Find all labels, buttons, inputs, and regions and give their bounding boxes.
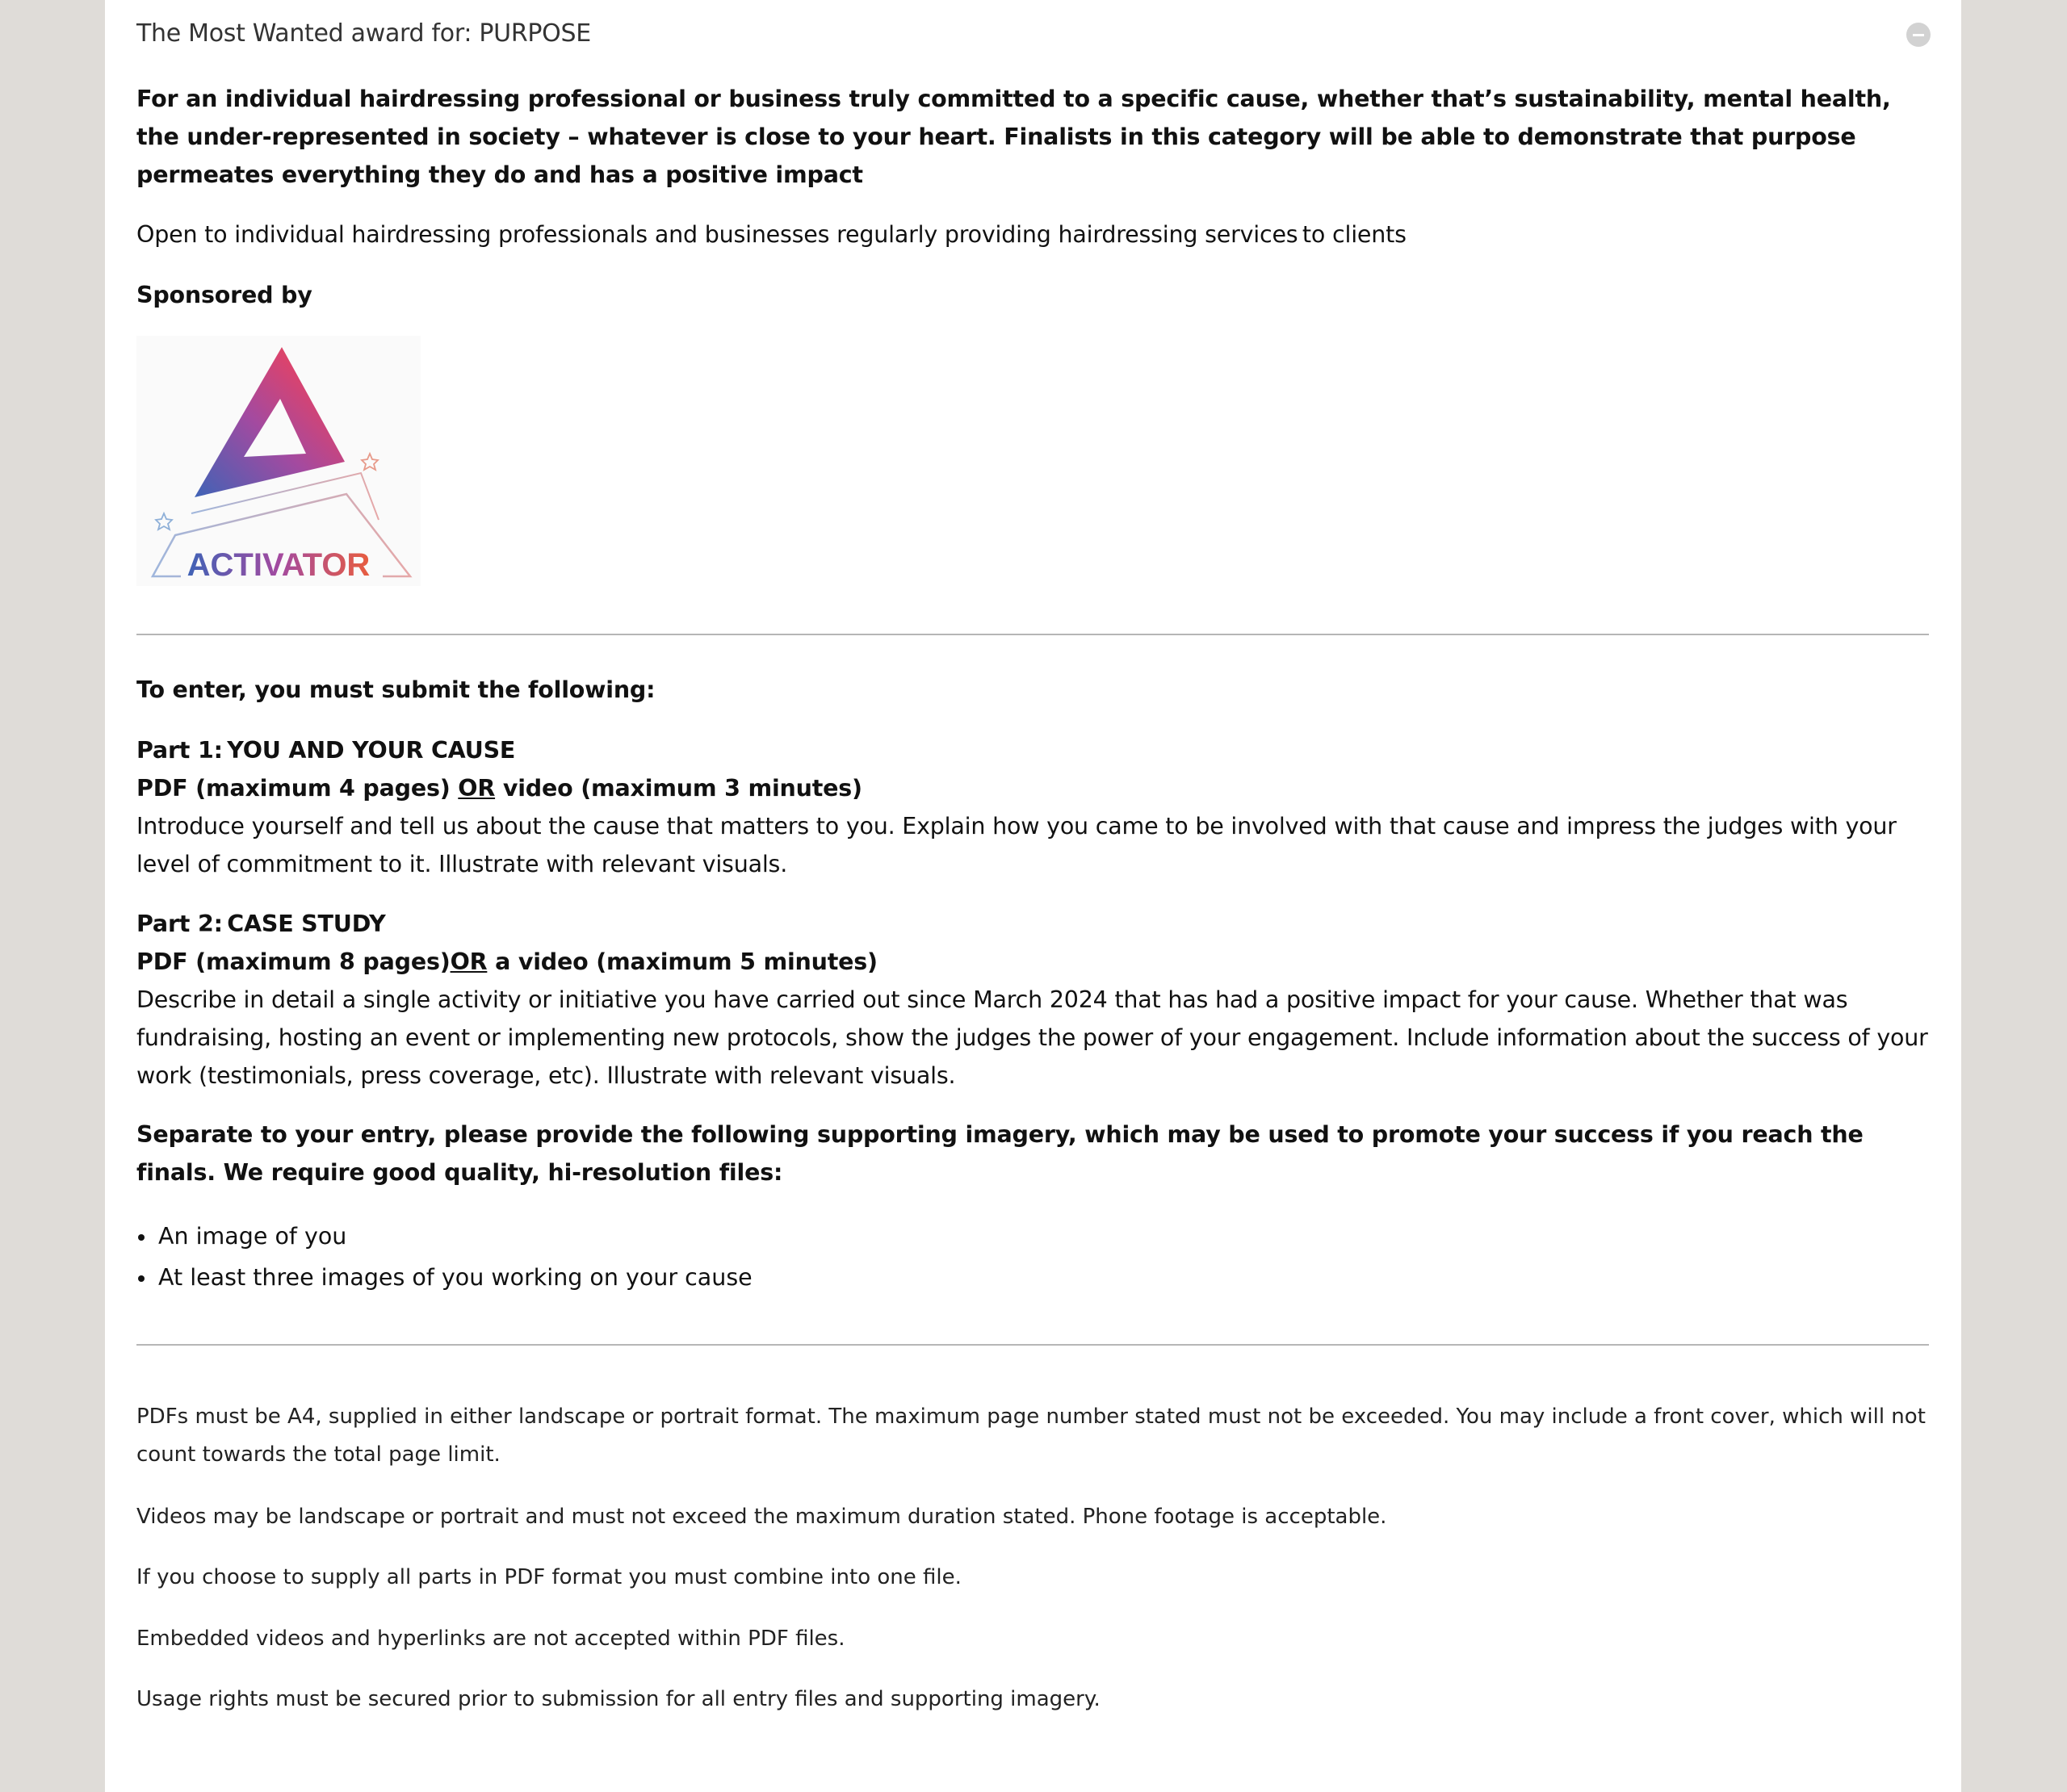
list-item: An image of you bbox=[136, 1216, 753, 1257]
eligibility-text: Open to individual hairdressing professionals and businesses regularly providing hairdressing services to clients bbox=[136, 221, 1407, 248]
part-2-section bbox=[136, 905, 1931, 1095]
imagery-heading: Separate to your entry, please provide the following supporting imagery, which may be used to promote your success if you reach the finals. We require good quality, hi-resolution files: bbox=[136, 1121, 1864, 1186]
part-2-title: Part 2: CASE STUDY bbox=[136, 911, 386, 937]
logo-wordmark: ACTIVATOR bbox=[187, 547, 371, 583]
note-pdf-format: PDFs must be A4, supplied in either landscape or portrait format. The maximum page number stated must not be exceeded. You may include a front cover, which will not count towards the total page limit. bbox=[136, 1405, 1926, 1467]
award-title: The Most Wanted award for: PURPOSE bbox=[136, 19, 591, 48]
award-panel bbox=[105, 0, 1961, 1792]
section-divider bbox=[136, 634, 1929, 635]
note-combine-pdf: If you choose to supply all parts in PDF format you must combine into one file. bbox=[136, 1565, 962, 1589]
sponsored-by-label: Sponsored by bbox=[136, 282, 312, 308]
sponsor-logo bbox=[136, 336, 421, 586]
note-usage-rights: Usage rights must be secured prior to submission for all entry files and supporting imagery. bbox=[136, 1687, 1101, 1711]
note-video-format: Videos may be landscape or portrait and must not exceed the maximum duration stated. Phone footage is acceptable. bbox=[136, 1505, 1387, 1529]
part-2-description: Describe in detail a single activity or initiative you have carried out since March 2024 that has had a positive impact for your cause. Whether that was fundraising, hosting an event or implementing new protocols, show the judges the power of your engagement. Include information about the success of your work (testimonials, press coverage, etc). Illustrate with relevant visuals. bbox=[136, 986, 1928, 1089]
part-1-title: Part 1: YOU AND YOUR CAUSE bbox=[136, 737, 516, 764]
part-2-format: PDF (maximum 8 pages)OR a video (maximum 5 minutes) bbox=[136, 948, 878, 975]
collapse-icon[interactable] bbox=[1906, 23, 1931, 47]
part-1-description: Introduce yourself and tell us about the cause that matters to you. Explain how you came to be involved with that cause and impress the judges with your level of commitment to it. Illustrate with relevant visuals. bbox=[136, 813, 1897, 877]
activator-logo-icon bbox=[136, 336, 421, 586]
note-embedded-media: Embedded videos and hyperlinks are not accepted within PDF files. bbox=[136, 1627, 845, 1651]
part-1-format: PDF (maximum 4 pages) OR video (maximum 3 minutes) bbox=[136, 775, 862, 802]
section-divider bbox=[136, 1344, 1929, 1346]
imagery-list bbox=[136, 1216, 753, 1298]
part-1-section bbox=[136, 731, 1931, 883]
list-item: At least three images of you working on your cause bbox=[136, 1257, 753, 1298]
entry-heading: To enter, you must submit the following: bbox=[136, 676, 656, 703]
award-intro: For an individual hairdressing professional or business truly committed to a specific cause, whether that’s sustainability, mental health, the under-represented in society – whatever is close to your heart. Finalists in this category will be able to demonstrate that purpose permeates everything they do and has a positive impact bbox=[136, 86, 1891, 188]
